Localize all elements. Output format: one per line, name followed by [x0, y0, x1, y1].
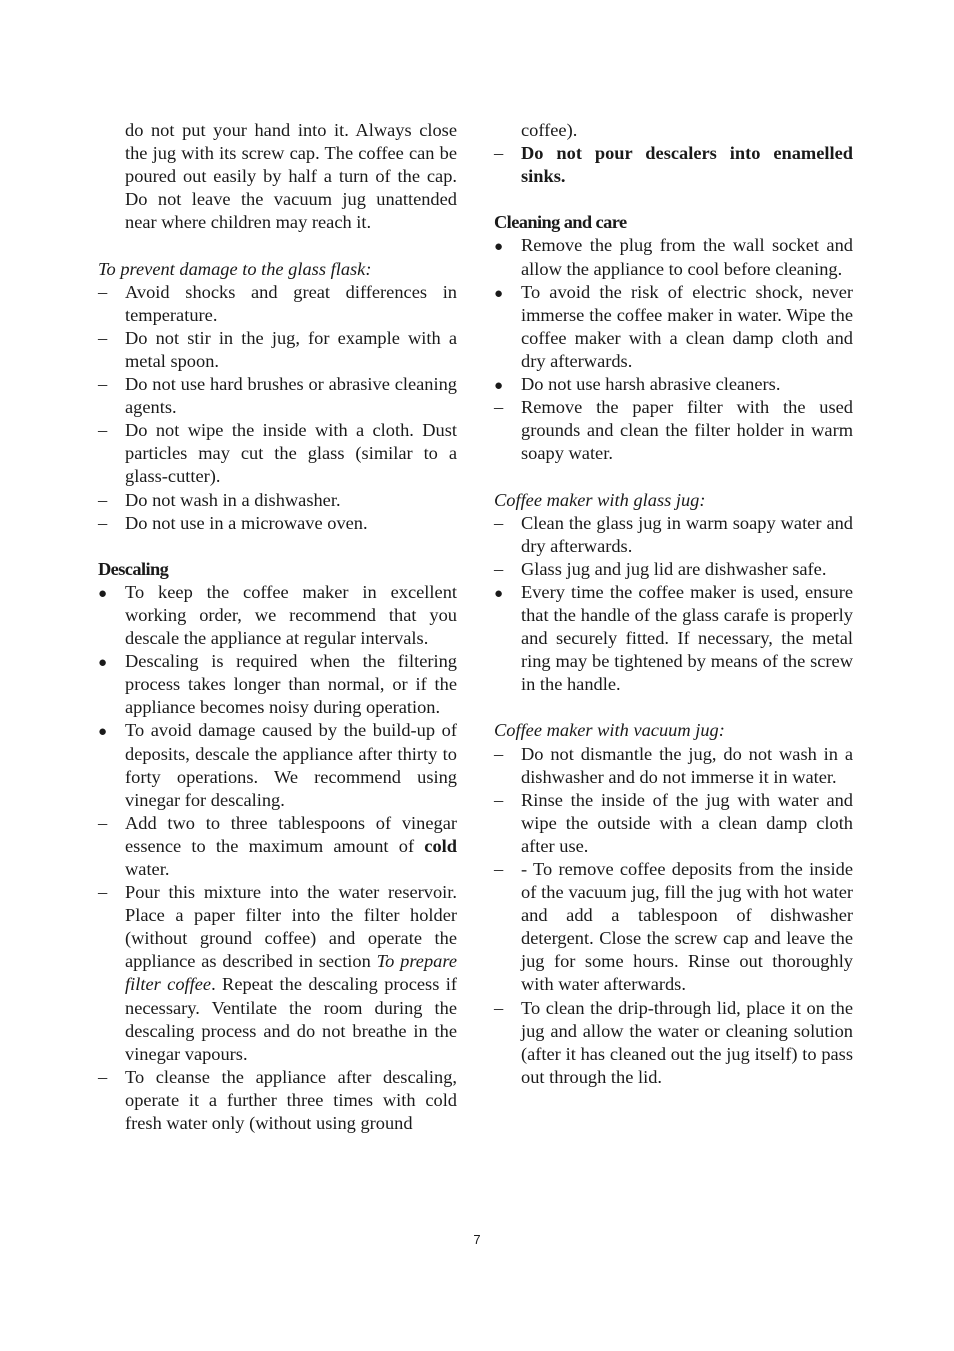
list-item: ● Do not use harsh abrasive cleaners.	[494, 373, 853, 396]
dash-marker	[494, 743, 521, 766]
list-item: – Do not stir in the jug, for example with a metal spoon.	[98, 327, 457, 373]
list-item: – Do not dismantle the jug, do not wash in a dishwasher and do not immerse it in water.	[494, 743, 853, 789]
bullet-marker	[98, 719, 125, 744]
bullet-marker	[494, 373, 521, 398]
bullet-marker	[494, 234, 521, 259]
list-item: – To cleanse the appliance after descaling, operate it a further three times with cold fresh water only (without using ground	[98, 1066, 457, 1135]
right-column	[494, 119, 853, 1089]
list-item: – - To remove coffee deposits from the inside of the vacuum jug, fill the jug with hot water and add a tablespoon of dishwasher detergent. Close the screw cap and leave the jug for some hours. Rinse out thoroughly with water afterwards.	[494, 858, 853, 997]
bullet-marker	[98, 581, 125, 606]
list-item: – Remove the paper filter with the used grounds and clean the filter holder in warm soapy water.	[494, 396, 853, 465]
dash-marker	[98, 512, 125, 535]
list-item: – Add two to three tablespoons of vinegar essence to the maximum amount of cold water.	[98, 812, 457, 881]
dash-marker	[98, 881, 125, 904]
bullet-marker	[494, 281, 521, 306]
vacuum-jug-heading: Coffee maker with vacuum jug:	[494, 720, 725, 741]
list-item: ● To avoid damage caused by the build-up of deposits, descale the appliance after thirty to forty operations. We recommend using vinegar for descaling.	[98, 719, 457, 811]
list-item: ● To avoid the risk of electric shock, never immerse the coffee maker in water. Wipe the coffee maker with a clean damp cloth and dry afterwards.	[494, 281, 853, 373]
bullet-marker	[494, 581, 521, 606]
dash-marker	[98, 281, 125, 304]
list-item: – Do not use in a microwave oven.	[98, 512, 457, 535]
dash-marker	[98, 419, 125, 442]
list-item: – Pour this mixture into the water reservoir. Place a paper filter into the filter holder (without ground coffee) and operate the appliance as described in section To prepare filter coffee. Repeat the descaling process if necessary. Ventilate the room during the descaling process and do not breathe in the vinegar vapours.	[98, 881, 457, 1066]
continuation-text: coffee).	[521, 120, 578, 140]
dash-marker	[494, 512, 521, 535]
dash-marker	[98, 1066, 125, 1089]
list-item: – Rinse the inside of the jug with water and wipe the outside with a clean damp cloth after use.	[494, 789, 853, 858]
list-item: – To clean the drip-through lid, place it on the jug and allow the water or cleaning solution (after it has cleaned out the jug itself) to pass out through the lid.	[494, 997, 853, 1089]
page-number: 7	[473, 1232, 481, 1247]
dash-marker	[494, 858, 521, 881]
enamel-warning: – Do not pour descalers into enamelled sinks.	[494, 142, 853, 188]
dash-marker	[494, 789, 521, 812]
dash-marker	[98, 812, 125, 835]
glass-flask-heading: To prevent damage to the glass flask:	[98, 258, 372, 279]
list-item: ● Remove the plug from the wall socket and allow the appliance to cool before cleaning.	[494, 234, 853, 280]
list-item: ● To keep the coffee maker in excellent working order, we recommend that you descale the appliance at regular intervals.	[98, 581, 457, 650]
bullet-marker	[98, 650, 125, 675]
list-item: – Do not use hard brushes or abrasive cleaning agents.	[98, 373, 457, 419]
list-item: – Do not wash in a dishwasher.	[98, 489, 457, 512]
list-item: ● Descaling is required when the filtering process takes longer than normal, or if the appliance becomes noisy during operation.	[98, 650, 457, 719]
dash-marker	[98, 373, 125, 396]
list-item: – Glass jug and jug lid are dishwasher safe.	[494, 558, 853, 581]
cleaning-heading: Cleaning and care	[494, 212, 627, 233]
left-column	[98, 119, 457, 1135]
dash-marker	[98, 327, 125, 350]
intro-paragraph: do not put your hand into it. Always close the jug with its screw cap. The coffee can be poured out easily by half a turn of the cap. Do not leave the vacuum jug unattended near where children may reach it.	[125, 120, 457, 233]
dash-marker	[494, 558, 521, 581]
list-item: – Avoid shocks and great differences in temperature.	[98, 281, 457, 327]
dash-marker	[494, 396, 521, 419]
list-item: – Do not wipe the inside with a cloth. Dust particles may cut the glass (similar to a glass-cutter).	[98, 419, 457, 488]
dash-marker	[98, 489, 125, 512]
dash-marker	[494, 997, 521, 1020]
dash-marker	[494, 142, 521, 165]
list-item: ● Every time the coffee maker is used, ensure that the handle of the glass carafe is properly and securely fitted. If necessary, the metal ring may be tightened by means of the screw in the handle.	[494, 581, 853, 696]
list-item: – Clean the glass jug in warm soapy water and dry afterwards.	[494, 512, 853, 558]
descaling-heading: Descaling	[98, 558, 169, 579]
glass-jug-heading: Coffee maker with glass jug:	[494, 489, 706, 510]
